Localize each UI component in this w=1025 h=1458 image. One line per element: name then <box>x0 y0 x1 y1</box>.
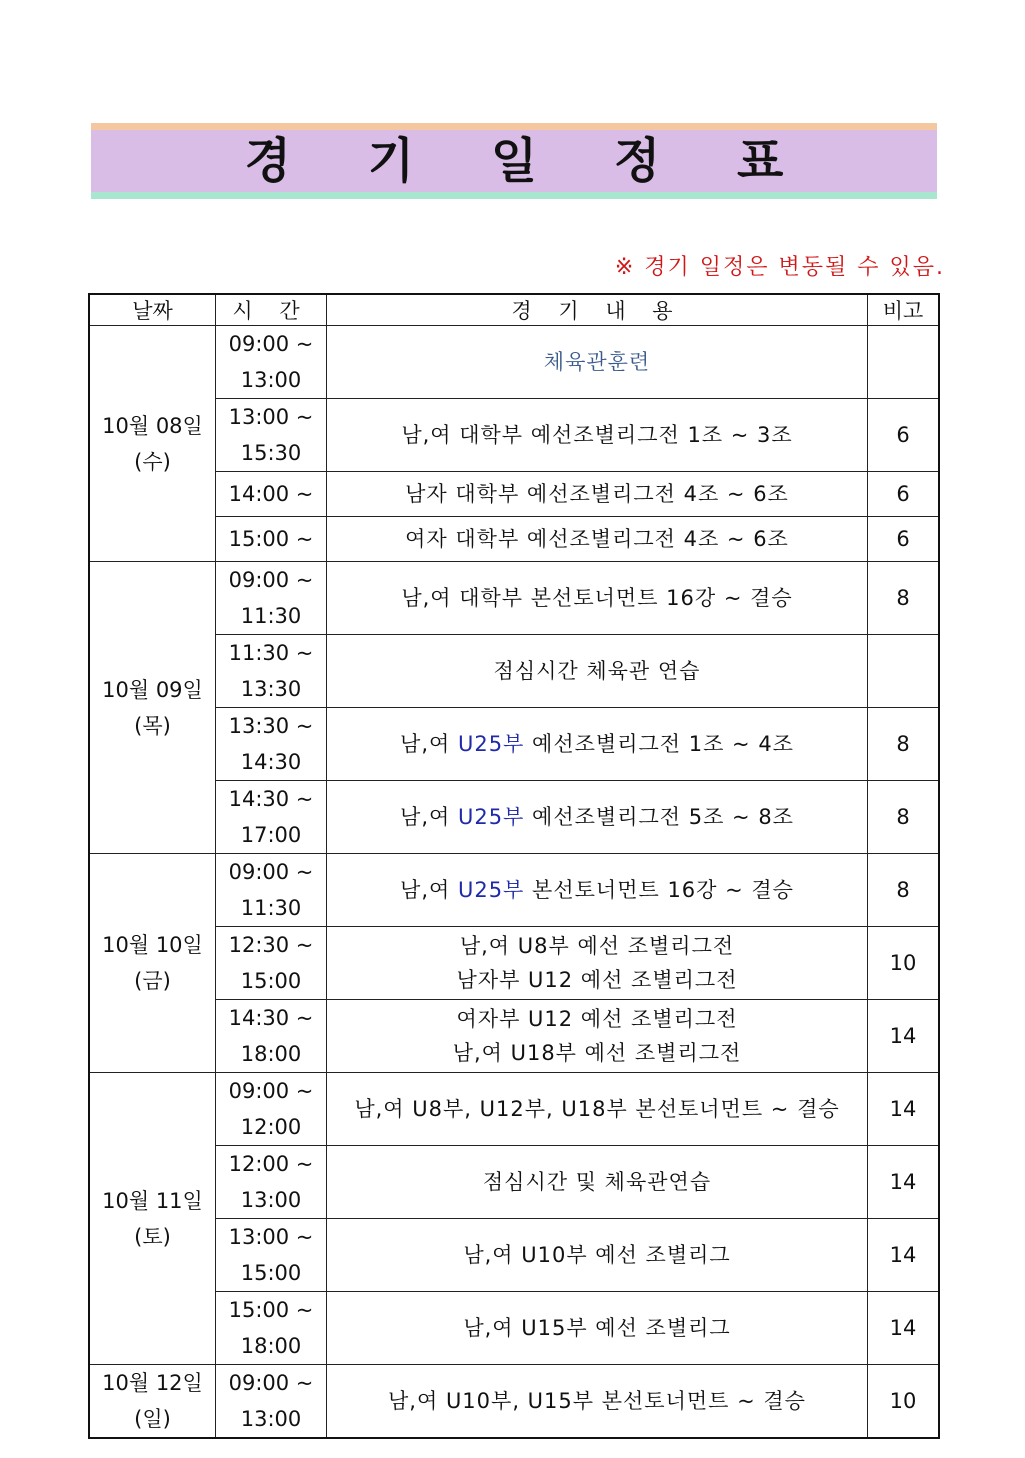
time-start: 14:30 ~ <box>228 1006 314 1030</box>
content-suffix: 본선토너먼트 16강 ~ 결승 <box>532 878 794 902</box>
content-suffix: 예선조별리그전 1조 ~ 4조 <box>532 732 794 756</box>
time-cell <box>216 1146 327 1219</box>
time-cell <box>216 1365 327 1439</box>
time-start: 13:00 ~ <box>228 405 314 429</box>
content-line: 남,여 U8부 예선 조별리그전 <box>459 934 735 958</box>
table-row <box>89 517 939 562</box>
time-start: 09:00 ~ <box>228 1079 314 1103</box>
content-cell <box>327 1219 868 1292</box>
content-prefix: 남,여 <box>400 732 451 756</box>
content-line <box>327 800 867 834</box>
content-line <box>327 873 867 907</box>
time-start: 09:00 ~ <box>228 568 314 592</box>
content-cell <box>327 1073 868 1146</box>
remark-cell: 6 <box>868 517 940 562</box>
header-time: 시 간 <box>216 294 327 326</box>
content-cell <box>327 472 868 517</box>
time-cell <box>216 472 327 517</box>
content-line: 남,여 U18부 예선 조별리그전 <box>452 1041 742 1065</box>
time-start: 09:00 ~ <box>228 1371 314 1395</box>
content-cell <box>327 562 868 635</box>
table-row <box>89 472 939 517</box>
time-cell <box>216 326 327 399</box>
content-cell <box>327 781 868 854</box>
content-suffix: 예선조별리그전 5조 ~ 8조 <box>532 805 794 829</box>
time-end: 13:30 <box>240 677 302 701</box>
time-cell <box>216 854 327 927</box>
content-cell <box>327 854 868 927</box>
content-cell <box>327 1292 868 1365</box>
time-end: 13:00 <box>240 1407 302 1431</box>
remark-cell: 8 <box>868 781 940 854</box>
content-cell <box>327 927 868 1000</box>
day-date-cell <box>89 1365 216 1439</box>
time-start: 14:00 ~ <box>228 482 314 506</box>
table-header-row <box>89 294 939 326</box>
time-start: 14:30 ~ <box>228 787 314 811</box>
content-cell <box>327 1000 868 1073</box>
time-cell <box>216 1000 327 1073</box>
table-row <box>89 399 939 472</box>
content-cell <box>327 1365 868 1439</box>
content-line: 점심시간 체육관 연습 <box>493 659 701 683</box>
table-row <box>89 1146 939 1219</box>
day-date: 10월 09일 <box>102 677 203 702</box>
content-line: 여자부 U12 예선 조별리그전 <box>456 1007 738 1031</box>
remark-cell: 8 <box>868 708 940 781</box>
day-weekday: (목) <box>134 713 171 738</box>
content-line: 남,여 대학부 본선토너먼트 16강 ~ 결승 <box>401 586 793 610</box>
content-line: 체육관훈련 <box>543 350 651 374</box>
time-cell <box>216 399 327 472</box>
time-cell <box>216 708 327 781</box>
content-prefix: 남,여 <box>400 805 451 829</box>
content-cell <box>327 326 868 399</box>
time-end: 15:00 <box>240 1261 302 1285</box>
content-cell <box>327 635 868 708</box>
header-content: 경 기 내 용 <box>327 294 868 326</box>
schedule-change-notice: ※ 경기 일정은 변동될 수 있음. <box>614 255 945 280</box>
time-end: 18:00 <box>240 1042 302 1066</box>
day-weekday: (토) <box>134 1224 171 1249</box>
content-cell <box>327 1146 868 1219</box>
content-line <box>327 727 867 761</box>
time-cell <box>216 562 327 635</box>
table-row <box>89 1073 939 1146</box>
day-weekday: (일) <box>134 1407 171 1431</box>
remark-cell: 14 <box>868 1146 940 1219</box>
table-row <box>89 781 939 854</box>
time-end: 18:00 <box>240 1334 302 1358</box>
table-row <box>89 1000 939 1073</box>
time-start: 11:30 ~ <box>228 641 314 665</box>
remark-cell: 6 <box>868 399 940 472</box>
day-weekday: (금) <box>134 969 171 993</box>
day-weekday: (수) <box>134 449 171 474</box>
table-row <box>89 1292 939 1365</box>
table-row <box>89 927 939 1000</box>
time-end: 15:30 <box>240 441 302 465</box>
time-start: 09:00 ~ <box>228 332 314 356</box>
remark-cell: 6 <box>868 472 940 517</box>
time-end: 13:00 <box>240 368 302 392</box>
day-date: 10월 08일 <box>102 413 203 438</box>
remark-cell: 14 <box>868 1000 940 1073</box>
content-highlight: U25부 <box>457 805 525 829</box>
content-prefix: 남,여 <box>400 878 451 902</box>
table-row <box>89 326 939 399</box>
content-line: 남자부 U12 예선 조별리그전 <box>456 968 738 992</box>
time-end: 15:00 <box>240 969 302 993</box>
time-cell <box>216 1219 327 1292</box>
header-date: 날짜 <box>89 294 216 326</box>
time-end: 11:30 <box>240 604 302 628</box>
content-highlight: U25부 <box>457 878 525 902</box>
day-date-cell <box>89 1073 216 1365</box>
day-date: 10월 12일 <box>102 1371 203 1395</box>
content-line: 남,여 대학부 예선조별리그전 1조 ~ 3조 <box>401 423 793 447</box>
time-cell <box>216 781 327 854</box>
content-line: 남,여 U10부 예선 조별리그 <box>463 1243 731 1267</box>
table-row <box>89 562 939 635</box>
time-end: 17:00 <box>240 823 302 847</box>
remark-cell: 14 <box>868 1219 940 1292</box>
time-cell <box>216 1073 327 1146</box>
content-highlight: U25부 <box>457 732 525 756</box>
day-date-cell <box>89 562 216 854</box>
content-line: 남,여 U10부, U15부 본선토너먼트 ~ 결승 <box>388 1389 806 1413</box>
content-cell <box>327 708 868 781</box>
day-date: 10월 10일 <box>102 933 203 957</box>
time-end: 11:30 <box>240 896 302 920</box>
table-row <box>89 854 939 927</box>
time-start: 12:00 ~ <box>228 1152 314 1176</box>
remark-cell <box>868 326 940 399</box>
schedule-table <box>88 293 940 1439</box>
title-band-top <box>91 123 937 130</box>
content-cell <box>327 517 868 562</box>
day-date-cell <box>89 326 216 562</box>
time-start: 12:30 ~ <box>228 933 314 957</box>
time-cell <box>216 927 327 1000</box>
table-row <box>89 708 939 781</box>
table-row <box>89 1365 939 1439</box>
remark-cell: 8 <box>868 854 940 927</box>
time-start: 13:00 ~ <box>228 1225 314 1249</box>
remark-cell: 14 <box>868 1073 940 1146</box>
page-title: 경 기 일 정 표 <box>244 133 814 189</box>
time-cell <box>216 517 327 562</box>
table-row <box>89 635 939 708</box>
time-end: 14:30 <box>240 750 302 774</box>
title-band-bottom <box>91 192 937 199</box>
time-cell <box>216 1292 327 1365</box>
title-banner <box>91 123 937 199</box>
table-row <box>89 1219 939 1292</box>
remark-cell: 10 <box>868 927 940 1000</box>
remark-cell: 14 <box>868 1292 940 1365</box>
remark-cell <box>868 635 940 708</box>
time-cell <box>216 635 327 708</box>
content-line: 남자 대학부 예선조별리그전 4조 ~ 6조 <box>405 482 789 506</box>
day-date: 10월 11일 <box>102 1188 203 1213</box>
content-line: 남,여 U8부, U12부, U18부 본선토너먼트 ~ 결승 <box>354 1097 840 1121</box>
time-start: 09:00 ~ <box>228 860 314 884</box>
header-remark: 비고 <box>868 294 940 326</box>
time-end: 12:00 <box>240 1115 302 1139</box>
day-date-cell <box>89 854 216 1073</box>
remark-cell: 10 <box>868 1365 940 1439</box>
content-line: 여자 대학부 예선조별리그전 4조 ~ 6조 <box>405 527 789 551</box>
content-line: 점심시간 및 체육관연습 <box>482 1170 712 1194</box>
time-start: 15:00 ~ <box>228 527 314 551</box>
time-start: 15:00 ~ <box>228 1298 314 1322</box>
time-start: 13:30 ~ <box>228 714 314 738</box>
time-end: 13:00 <box>240 1188 302 1212</box>
content-line: 남,여 U15부 예선 조별리그 <box>463 1316 731 1340</box>
content-cell <box>327 399 868 472</box>
remark-cell: 8 <box>868 562 940 635</box>
